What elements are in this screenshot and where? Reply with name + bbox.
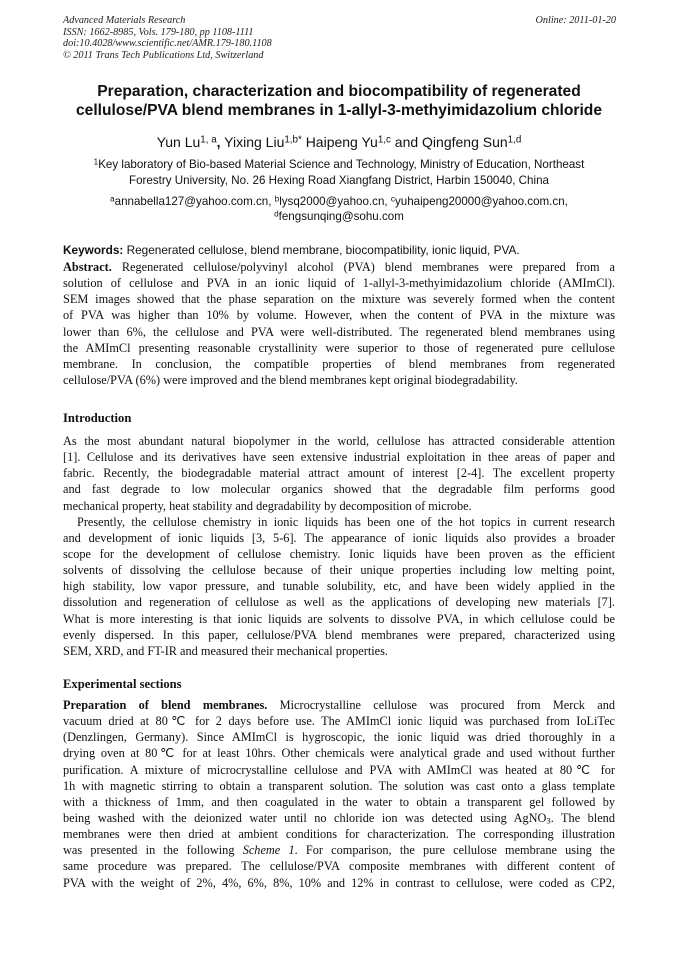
affiliation-line: Forestry University, No. 26 Hexing Road Xiangfang District, Harbin 150040, China <box>129 173 549 187</box>
experimental-line: membranes were then dried at ambient conditions for characterization. The corresponding illustration <box>63 827 615 842</box>
abstract-line: cellulose/PVA (6%) were improved and the blend membranes kept original biodegradability. <box>63 372 518 387</box>
experimental-line: PVA with the weight of 2%, 4%, 6%, 8%, 10% and 12% in contrast to cellulose, were coded as CP2, <box>63 875 615 890</box>
email-mark: b <box>274 194 280 204</box>
keywords <box>63 243 619 258</box>
email-address[interactable]: lysq2000@yahoo.cn, <box>279 195 388 208</box>
paper-title-line: Preparation, characterization and biocompatibility of regenerated <box>97 83 581 100</box>
introduction-line: [1]. Cellulose and its derivatives have seen extensive industrial exploitation in thee areas of paper and <box>63 450 615 465</box>
experimental-line <box>63 842 615 858</box>
introduction-line: evenly dispersed. In this paper, cellulose/PVA blend membranes were prepared, characterized using <box>63 627 615 642</box>
email-mark: a <box>110 194 115 204</box>
affiliation <box>40 157 638 188</box>
experimental-line: purification. A mixture of microcrystalline cellulose and PVA with AMImCl was heated at 80℃ for <box>63 762 615 777</box>
email-mark: c <box>390 194 395 204</box>
author-list <box>40 133 638 151</box>
email-mark: d <box>274 208 279 218</box>
introduction-line: As the most abundant natural biopolymer in the world, cellulose has attracted considerable attention <box>63 434 615 448</box>
experimental-text: being washed with the deionized water until no chloride ion was detected using AgNO <box>63 810 547 825</box>
experimental-line: vacuum dried at 80℃ for 2 days before use. The AMImCl ionic liquid was purchased from IoLiTec <box>63 714 615 729</box>
experimental-line: 1h with magnetic stirring to obtain a transparent solution. The solution was cast onto a glass template <box>63 778 615 793</box>
experimental-line: (Denzlingen, Germany). Since AMImCl is hygroscopic, the ionic liquid was dried thoroughly in a <box>63 730 615 745</box>
experimental-line <box>63 810 615 826</box>
author-affil-mark: 1,c <box>377 134 391 146</box>
email-address[interactable]: fengsunqing@sohu.com <box>278 209 404 223</box>
keywords-label: Keywords: <box>63 243 124 257</box>
introduction-line: What is more interesting is that ionic liquids are solvents to dissolve PVA, in which cellulose could be <box>63 611 615 626</box>
journal-name: Advanced Materials Research <box>63 15 186 26</box>
experimental-line <box>63 697 615 713</box>
abstract-line <box>63 259 615 275</box>
introduction-line: Presently, the cellulose chemistry in ionic liquids has been one of the hot topics in current research <box>77 514 615 529</box>
paper-title <box>40 82 638 120</box>
abstract-text: Regenerated cellulose/polyvinyl alcohol (PVA) blend membranes were prepared from a <box>121 260 615 274</box>
introduction-heading: Introduction <box>63 411 132 425</box>
introduction-line: fabric. Recently, the biodegradable material attract amount of interest [2-4]. The excellent property <box>63 466 615 481</box>
introduction-line: mechanical property, heat stability and degradability by decomposition of microbe. <box>63 498 472 513</box>
experimental-subheading: Preparation of blend membranes. <box>63 698 268 712</box>
email-list <box>40 195 638 224</box>
author-affil-mark: 1, a <box>200 134 217 146</box>
journal-copyright: © 2011 Trans Tech Publications Ltd, Switzerland <box>63 49 264 61</box>
abstract-label: Abstract. <box>63 260 112 274</box>
author-name: Yun Lu <box>156 134 201 150</box>
author-separator: , <box>216 134 221 150</box>
author-affil-mark: 1,d <box>507 134 522 146</box>
subscript: 3 <box>546 815 551 826</box>
abstract-line: the AMImCl presenting reasonable crystallinity were superior to those of regenerated pure cellulose <box>63 340 615 355</box>
abstract-line: solution of cellulose and PVA in an ionic liquid of 1-allyl-3-methyimidazolium chloride (AMImCl). <box>63 276 615 291</box>
introduction-line: dissolution and regeneration of cellulose as well as the applications of developing new materials [7]. <box>63 595 615 610</box>
abstract-line: lower than 6%, the cellulose and PVA were well-distributed. The regenerated blend membranes using <box>63 324 615 339</box>
abstract-line: SEM images showed that the phase separation on the mixture was severely formed when the content <box>63 292 615 307</box>
experimental-text: . The blend <box>550 810 615 825</box>
introduction-line: scope for the development of cellulose chemistry. Ionic liquids have been proven as the efficient <box>63 546 615 561</box>
experimental-line: same procedure was prepared. The cellulose/PVA composite membranes with different content of <box>63 859 615 874</box>
journal-header <box>63 15 272 61</box>
abstract-line: of PVA was higher than 10% by volume. However, when the content of PVA in the mixture was <box>63 308 615 323</box>
keywords-text: Regenerated cellulose, blend membrane, biocompatibility, ionic liquid, PVA. <box>126 243 520 257</box>
scheme-reference[interactable]: Scheme 1 <box>242 843 295 858</box>
experimental-line: with a thickness of 1mm, and then coagulated in the water to obtain a transparent gel followed by <box>63 794 615 809</box>
journal-issn: ISSN: 1662-8985, Vols. 179-180, pp 1108-1111 <box>63 26 254 38</box>
author-affil-mark: 1,b* <box>284 134 302 146</box>
author-separator: and <box>390 134 419 150</box>
abstract <box>63 259 615 388</box>
introduction-line: solvents of dissolving the cellulose because of their unique properties including low melting point, <box>63 563 615 578</box>
affiliation-mark: 1 <box>93 157 99 167</box>
introduction-line: SEM, XRD, and FT-IR and measured their mechanical properties. <box>63 643 388 658</box>
abstract-line: membrane. In conclusion, the compatible properties of blend membranes from regenerated <box>63 356 615 371</box>
journal-doi: doi:10.4028/www.scientific.net/AMR.179-180.1108 <box>63 38 272 50</box>
online-date: Online: 2011-01-20 <box>535 15 616 26</box>
author-name: Yixing Liu <box>224 134 285 150</box>
affiliation-line: Key laboratory of Bio-based Material Science and Technology, Ministry of Education, Northeast <box>98 158 585 171</box>
paper-title-line: cellulose/PVA blend membranes in 1-allyl-3-methyimidazolium chloride <box>76 102 602 119</box>
experimental-body <box>63 697 615 891</box>
email-address[interactable]: annabella127@yahoo.com.cn, <box>114 195 272 208</box>
introduction-line: high stability, low vapor pressure, and tunable solubility, etc, and have been widely applied in the <box>63 579 615 594</box>
experimental-heading: Experimental sections <box>63 677 182 691</box>
experimental-text: was presented in the following <box>63 843 235 858</box>
experimental-text: . For comparison, the pure cellulose membrane using the <box>294 843 616 858</box>
email-address[interactable]: yuhaipeng20000@yahoo.com.cn, <box>394 195 568 208</box>
introduction-body <box>63 433 615 659</box>
author-name: Haipeng Yu <box>305 134 378 150</box>
experimental-text: Microcrystalline cellulose was procured from Merck and <box>279 698 615 712</box>
introduction-line: and fast degrade to low molecular organics showed that the degradable film performs good <box>63 482 615 497</box>
experimental-line: drying oven at 80℃ for at least 10hrs. Other chemicals were analytical grade and used without further <box>63 746 615 761</box>
author-name: Qingfeng Sun <box>422 134 508 150</box>
introduction-line: and development of ionic liquids [3, 5-6]. The appearance of ionic liquids also provides a broader <box>63 530 615 545</box>
